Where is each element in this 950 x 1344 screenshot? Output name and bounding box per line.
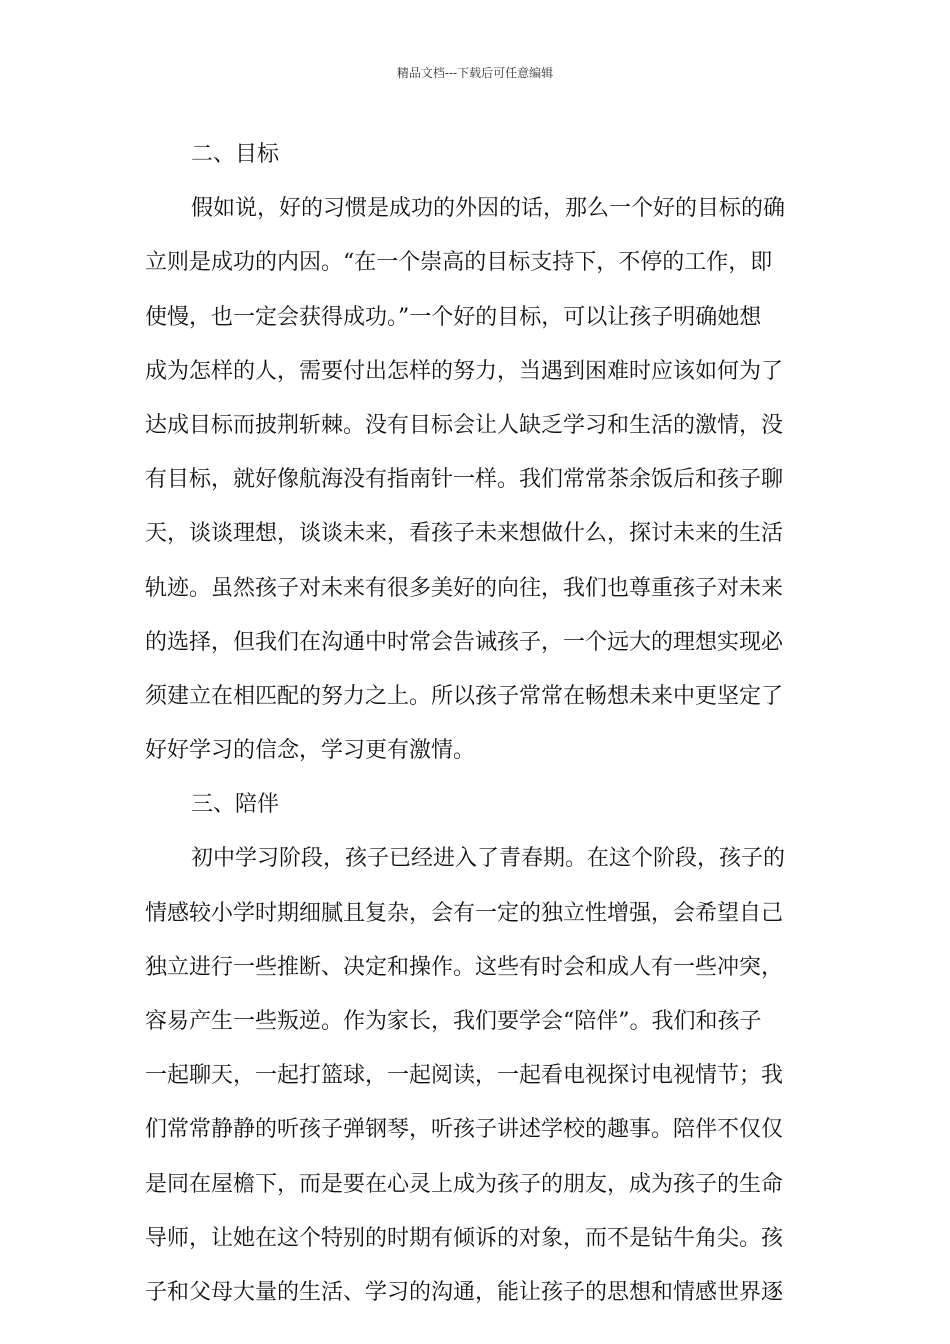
paragraph-line: 假如说，好的习惯是成功的外因的话，那么一个好的目标的确 <box>191 196 786 222</box>
paragraph-line: 初中学习阶段，孩子已经进入了青春期。在这个阶段，孩子的 <box>191 846 786 872</box>
page-header: 精品文档---下载后可任意编辑 <box>396 66 554 80</box>
paragraph-line: 成为怎样的人，需要付出怎样的努力，当遇到困难时应该如何为了 <box>145 358 784 384</box>
paragraph-line: 情感较小学时期细腻且复杂，会有一定的独立性增强，会希望自己 <box>145 900 784 926</box>
document-body <box>145 128 807 1320</box>
paragraph-line: 独立进行一些推断、决定和操作。这些有时会和成人有一些冲突， <box>145 954 784 980</box>
paragraph-line: 容易产生一些叛逆。作为家长，我们要学会“陪伴”。我们和孩子 <box>145 1009 762 1034</box>
paragraph-line: 们常常静静的听孩子弹钢琴，听孩子讲述学校的趣事。陪伴不仅仅 <box>145 1117 784 1143</box>
section-heading-goals: 二、目标 <box>191 142 280 167</box>
paragraph-line: 有目标，就好像航海没有指南针一样。我们常常茶余饭后和孩子聊 <box>145 467 784 493</box>
paragraph-line: 使慢，也一定会获得成功。”一个好的目标，可以让孩子明确她想 <box>145 304 762 330</box>
paragraph-line: 的选择，但我们在沟通中时常会告诫孩子，一个远大的理想实现必 <box>145 629 784 655</box>
paragraph-line: 天，谈谈理想，谈谈未来，看孩子未来想做什么，探讨未来的生活 <box>145 521 784 547</box>
paragraph-line: 是同在屋檐下，而是要在心灵上成为孩子的朋友，成为孩子的生命 <box>145 1171 784 1197</box>
paragraph-line: 一起聊天，一起打篮球，一起阅读，一起看电视探讨电视情节；我 <box>145 1063 784 1089</box>
paragraph-line: 好好学习的信念，学习更有激情。 <box>145 738 476 764</box>
paragraph-line: 子和父母大量的生活、学习的沟通，能让孩子的思想和情感世界逐 <box>145 1279 784 1305</box>
section-heading-companionship: 三、陪伴 <box>191 792 280 818</box>
paragraph-line: 导师，让她在这个特别的时期有倾诉的对象，而不是钻牛角尖。孩 <box>145 1225 784 1251</box>
paragraph-line: 达成目标而披荆斩棘。没有目标会让人缺乏学习和生活的激情，没 <box>145 412 784 438</box>
paragraph-line: 须建立在相匹配的努力之上。所以孩子常常在畅想未来中更坚定了 <box>145 683 784 709</box>
paragraph-line: 立则是成功的内因。“在一个崇高的目标支持下，不停的工作，即 <box>145 250 773 276</box>
paragraph-line: 轨迹。虽然孩子对未来有很多美好的向往，我们也尊重孩子对未来 <box>145 575 784 601</box>
